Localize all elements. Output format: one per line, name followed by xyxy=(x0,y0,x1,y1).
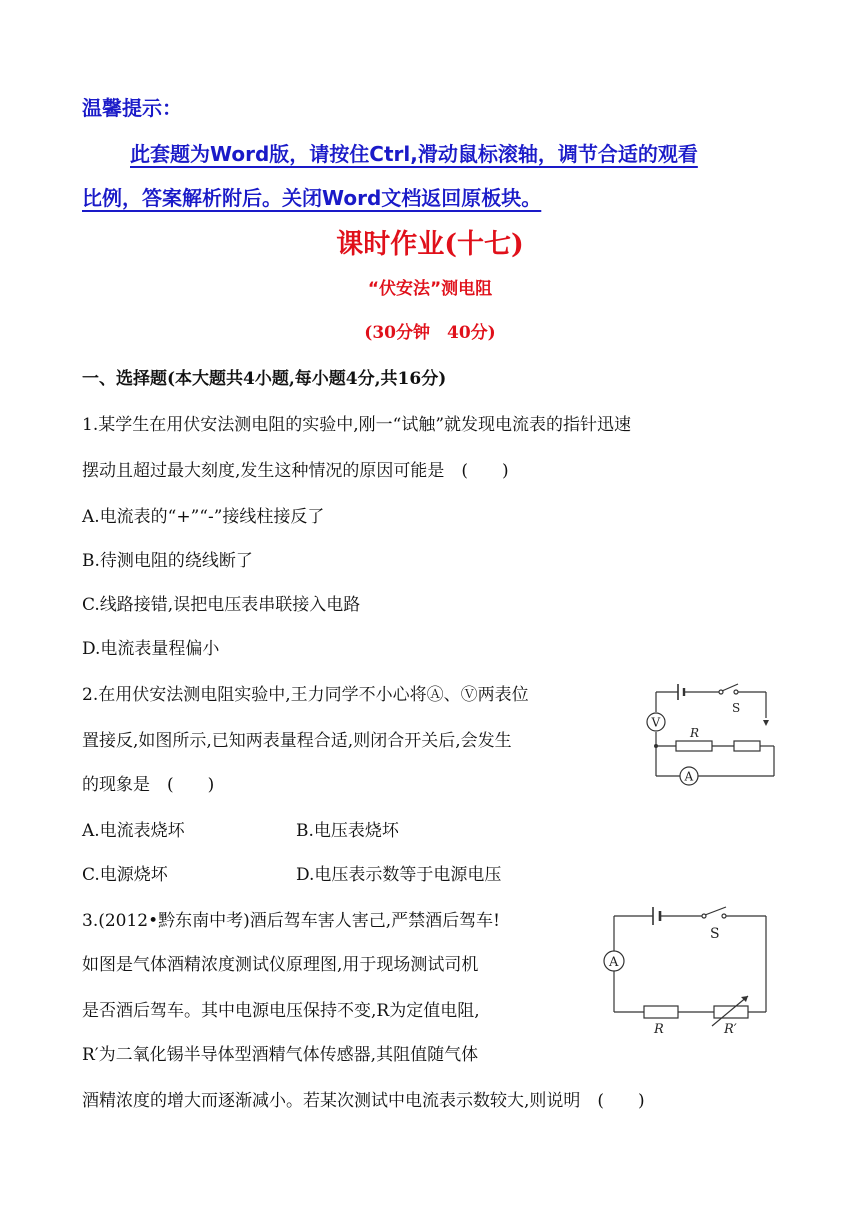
sensor-resistor-icon xyxy=(712,996,748,1037)
q2-option-b: B.电压表烧坏 xyxy=(296,821,399,841)
q3-line-4: R′为二氧化锡半导体型酒精气体传感器,其阻值随气体 xyxy=(82,1045,479,1065)
time-score: (30分钟 40分) xyxy=(364,323,496,343)
q2-line-3: 的现象是 ( ) xyxy=(82,775,215,795)
tip-title: 温馨提示： xyxy=(82,96,182,120)
q2-ammeter-label: A xyxy=(684,769,694,784)
q1-line-2: 摆动且超过最大刻度,发生这种情况的原因可能是 ( ) xyxy=(82,461,509,481)
battery-icon xyxy=(678,684,684,700)
switch-icon xyxy=(719,684,740,715)
q1-option-a: A.电流表的“+”“-”接线柱接反了 xyxy=(82,507,325,527)
q2-line-2: 置接反,如图所示,已知两表量程合适,则闭合开关后,会发生 xyxy=(82,731,512,751)
q1-option-c: C.线路接错,误把电压表串联接入电路 xyxy=(82,595,361,615)
q1-option-d: D.电流表量程偏小 xyxy=(82,639,220,659)
q2-resistor-label: R xyxy=(690,726,700,740)
q3-line-3: 是否酒后驾车。其中电源电压保持不变,R为定值电阻, xyxy=(82,1001,480,1021)
q3-circuit-diagram xyxy=(596,900,786,1040)
switch-icon xyxy=(702,907,726,942)
q2-circuit-diagram xyxy=(636,680,786,790)
resistor-icon xyxy=(676,726,712,751)
q2-switch-label: S xyxy=(732,701,741,715)
q1-line-1: 1.某学生在用伏安法测电阻的实验中,刚一“试触”就发现电流表的指针迅速 xyxy=(82,415,632,435)
q2-option-c: C.电源烧坏 xyxy=(82,865,168,885)
tip-line-1: 此套题为Word版，请按住Ctrl,滑动鼠标滚轴，调节合适的观看 xyxy=(130,142,698,166)
q3-line-1: 3.(2012•黔东南中考)酒后驾车害人害己,严禁酒后驾车! xyxy=(82,911,501,931)
page-subtitle: “伏安法”测电阻 xyxy=(367,279,493,299)
q2-voltmeter-label: V xyxy=(651,715,661,730)
q2-option-d: D.电压表示数等于电源电压 xyxy=(296,865,502,885)
q3-line-5: 酒精浓度的增大而逐渐减小。若某次测试中电流表示数较大,则说明 ( ) xyxy=(82,1091,645,1111)
q2-junction-dot xyxy=(654,744,658,748)
battery-icon xyxy=(653,907,660,925)
resistor-icon xyxy=(644,1006,678,1037)
section-heading: 一、选择题(本大题共4小题,每小题4分,共16分) xyxy=(82,369,447,389)
q3-sensor-label: R′ xyxy=(724,1022,737,1037)
q3-line-2: 如图是气体酒精浓度测试仪原理图,用于现场测试司机 xyxy=(82,955,479,975)
q1-option-b: B.待测电阻的绕线断了 xyxy=(82,551,253,571)
q2-option-a: A.电流表烧坏 xyxy=(82,821,185,841)
ammeter-icon xyxy=(680,767,698,785)
q2-circuit-wires xyxy=(656,692,774,776)
q3-ammeter-label: A xyxy=(609,955,619,970)
page-title: 课时作业(十七) xyxy=(336,229,524,260)
q3-switch-label: S xyxy=(710,926,720,942)
tip-line-2: 比例，答案解析附后。关闭Word文档返回原板块。 xyxy=(82,186,542,210)
q2-line-1: 2.在用伏安法测电阻实验中,王力同学不小心将Ⓐ、Ⓥ两表位 xyxy=(82,685,529,705)
voltmeter-icon xyxy=(647,713,665,731)
ammeter-icon xyxy=(604,951,624,971)
q3-resistor-label: R xyxy=(654,1022,664,1037)
